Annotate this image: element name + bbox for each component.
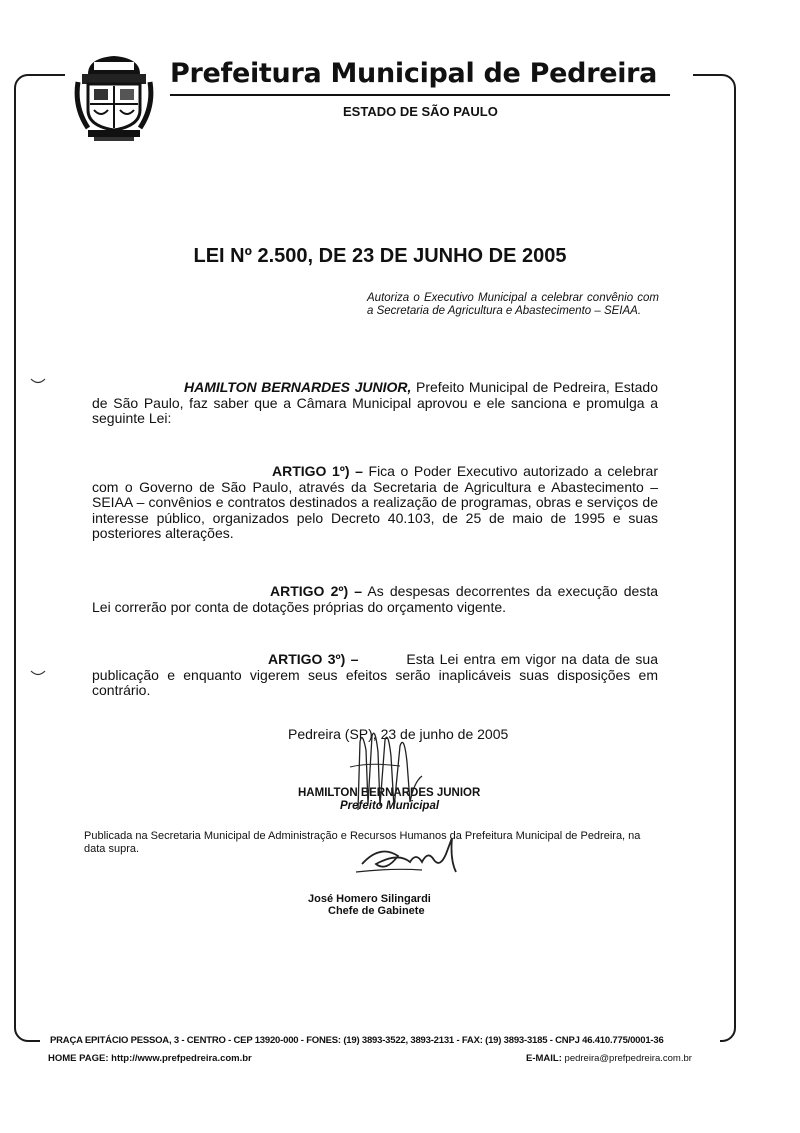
- hole-punch-mark-icon: [30, 376, 46, 386]
- place-and-date: Pedreira (SP), 23 de junho de 2005: [288, 726, 509, 742]
- chief-role: Chefe de Gabinete: [328, 905, 425, 917]
- publication-note: Publicada na Secretaria Municipal de Administração e Recursos Humanos da Prefeitura Municipal de Pedreira, na data supra.: [84, 830, 641, 855]
- article-2-label: ARTIGO 2º) –: [270, 583, 363, 599]
- article-2-text: As despesas decorrentes da execução desta Lei correrão por conta de dotações próprias do orçamento vigente.: [92, 583, 658, 615]
- signer-name: HAMILTON BERNARDES JUNIOR: [298, 787, 481, 799]
- article-3-label: ARTIGO 3º) –: [268, 651, 359, 667]
- article-1-label: ARTIGO 1º) –: [272, 463, 363, 479]
- intro-paragraph: [92, 380, 658, 427]
- article-1-text: Fica o Poder Executivo autorizado a celebrar com o Governo de São Paulo, através da Secretaria de Agricultura e Abastecimento – SEIAA – convênios e contratos destinados a realização de programas, obras e serviços de interesse público, organizados pelo Decreto 40.103, de 25 de maio de 1995 e suas posteriores alterações.: [92, 463, 658, 541]
- header-underline: [170, 94, 670, 96]
- article-1: [92, 464, 658, 542]
- article-2: [92, 584, 658, 615]
- mayor-name: HAMILTON BERNARDES JUNIOR,: [184, 379, 412, 395]
- email-link[interactable]: pedreira@prefpedreira.com.br: [564, 1053, 692, 1064]
- intro-text: Prefeito Municipal de Pedreira, Estado de São Paulo, faz saber que a Câmara Municipal aprovou e ele sanciona e promulga a seguinte Lei:: [92, 379, 658, 426]
- homepage-label: HOME PAGE:: [48, 1053, 109, 1064]
- chief-name: José Homero Silingardi: [308, 893, 431, 905]
- header-title: Prefeitura Municipal de Pedreira: [170, 58, 658, 89]
- header-subtitle: ESTADO DE SÃO PAULO: [343, 104, 498, 119]
- article-3-text: Esta Lei entra em vigor na data de sua publicação e enquanto vigerem seus efeitos serão inaplicáveis suas disposições em contrário.: [92, 651, 658, 698]
- municipal-coat-of-arms-icon: [74, 52, 154, 142]
- email-label: E-MAIL:: [526, 1053, 562, 1064]
- chief-signature-icon: [352, 832, 472, 882]
- mayor-signature-icon: [340, 722, 460, 817]
- hole-punch-mark-icon: [30, 668, 46, 678]
- footer-homepage: [48, 1053, 252, 1064]
- footer-email: [526, 1053, 692, 1064]
- footer-address: PRAÇA EPITÁCIO PESSOA, 3 - CENTRO - CEP 13920-000 - FONES: (19) 3893-3522, 3893-2131 - FAX: (19) 3893-3185 - CNPJ 46.410.775/0001-36: [50, 1035, 664, 1046]
- article-3: [92, 652, 658, 699]
- signer-role: Prefeito Municipal: [340, 800, 440, 812]
- homepage-link[interactable]: http://www.prefpedreira.com.br: [111, 1053, 252, 1064]
- law-title: LEI Nº 2.500, DE 23 DE JUNHO DE 2005: [193, 245, 567, 267]
- law-summary: Autoriza o Executivo Municipal a celebrar convênio com a Secretaria de Agricultura e Abastecimento – SEIAA.: [367, 292, 659, 317]
